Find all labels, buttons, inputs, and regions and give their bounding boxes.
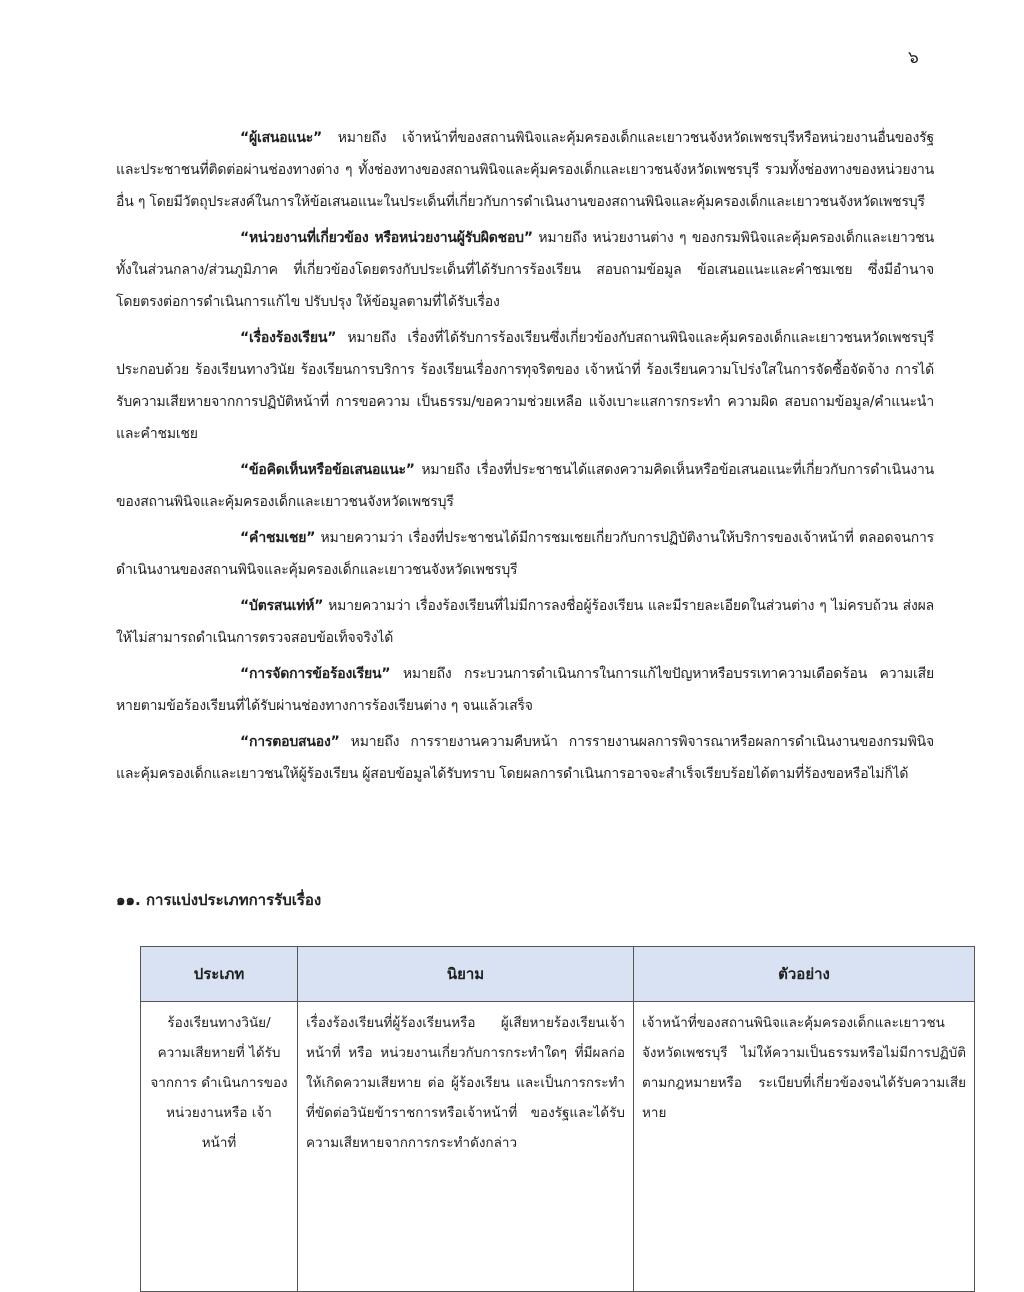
type-cell: ร้องเรียนทางวินัย/ ความเสียหายที่ ได้รับจากการ ดำเนินการของ หน่วยงานหรือ เจ้าหน้าที่ <box>141 1002 298 1292</box>
definition-paragraph <box>116 726 934 790</box>
column-header-definition: นิยาม <box>298 947 634 1002</box>
definition-term: “บัตรสนเท่ห์” <box>240 598 324 614</box>
definition-paragraph <box>116 590 934 654</box>
definition-text: หมายถึง เรื่องที่ได้รับการร้องเรียนซึ่งเกี่ยวข้องกับสถานพินิจและคุ้มครองเด็กและเยาวชนหวัดเพชรบุรี ประกอบด้วย ร้องเรียนทางวินัย ร้องเรียนการบริการ ร้องเรียนเรื่องการทุจริตของ เจ้าหน้าที่ ร้องเรียนความโปร่งใสในการจัดซื้อจัดจ้าง การได้รับความเสียหายจากการปฏิบัติหน้าที่ การขอความ เป็นธรรม/ขอความช่วยเหลือ แจ้งเบาะแสการกระทำ ความผิด สอบถามข้อมูล/คำแนะนำ และคำชมเชย <box>116 330 934 442</box>
definition-term: “ข้อคิดเห็นหรือข้อเสนอแนะ” <box>240 462 415 478</box>
example-cell: เจ้าหน้าที่ของสถานพินิจและคุ้มครองเด็กและเยาวชนจังหวัดเพชรบุรี ไม่ให้ความเป็นธรรมหรือไม่มีการปฏิบัติตามกฎหมายหรือ ระเบียบที่เกี่ยวข้องจนได้รับความเสียหาย <box>634 1002 975 1292</box>
definitions-section <box>116 122 934 794</box>
page-number: ๖ <box>908 48 919 68</box>
definition-paragraph <box>116 454 934 518</box>
definition-term: “คำชมเชย” <box>240 530 316 546</box>
definition-term: “การตอบสนอง” <box>240 734 340 750</box>
definition-paragraph <box>116 222 934 318</box>
definition-text: หมายถึง เจ้าหน้าที่ของสถานพินิจและคุ้มครองเด็กและเยาวชนจังหวัดเพชรบุรีหรือหน่วยงานอื่นของรัฐ และประชาชนที่ติดต่อผ่านช่องทางต่าง ๆ ทั้งช่องทางของสถานพินิจและคุ้มครองเด็กและเยาวชนจังหวัดเพชรบุรี รวมทั้งช่องทางของหน่วยงานอื่น ๆ โดยมีวัตถุประสงค์ในการให้ข้อเสนอแนะในประเด็นที่เกี่ยวกับการดำเนินงานของสถานพินิจและคุ้มครองเด็กและเยาวชนจังหวัดเพชรบุรี <box>116 130 934 210</box>
definition-term: “เรื่องร้องเรียน” <box>240 330 337 346</box>
definition-text: หมายความว่า เรื่องร้องเรียนที่ไม่มีการลงชื่อผู้ร้องเรียน และมีรายละเอียดในส่วนต่าง ๆ ไม่ครบถ้วน ส่งผลให้ไม่สามารถดำเนินการตรวจสอบข้อเท็จจริงได้ <box>116 598 934 646</box>
definition-term: “ผู้เสนอแนะ” <box>240 130 323 146</box>
definition-text: หมายถึง กระบวนการดำเนินการในการแก้ไขปัญหาหรือบรรเทาความเดือดร้อน ความเสียหายตามข้อร้องเรียนที่ได้รับผ่านช่องทางการร้องเรียนต่าง ๆ จนแล้วเสร็จ <box>116 666 934 714</box>
definition-text: หมายถึง หน่วยงานต่าง ๆ ของกรมพินิจและคุ้มครองเด็กและเยาวชน ทั้งในส่วนกลาง/ส่วนภูมิภาค ที่เกี่ยวข้องโดยตรงกับประเด็นที่ได้รับการร้องเรียน สอบถามข้อมูล ข้อเสนอแนะและคำชมเชย ซึ่งมีอำนาจโดยตรงต่อการดำเนินการแก้ไข ปรับปรุง ให้ข้อมูลตามที่ได้รับเรื่อง <box>116 230 934 310</box>
complaint-types-table <box>140 946 975 1292</box>
column-header-example: ตัวอย่าง <box>634 947 975 1002</box>
definition-paragraph <box>116 522 934 586</box>
definition-paragraph <box>116 122 934 218</box>
definition-paragraph <box>116 322 934 450</box>
definition-cell: เรื่องร้องเรียนที่ผู้ร้องเรียนหรือ ผู้เสียหายร้องเรียนเจ้าหน้าที่ หรือ หน่วยงานเกี่ยวกับการกระทำใดๆ ที่มีผลก่อให้เกิดความเสียหาย ต่อ ผู้ร้องเรียน และเป็นการกระทำที่ขัดต่อวินัยข้าราชการหรือเจ้าหน้าที่ ของรัฐและได้รับความเสียหายจากการกระทำดังกล่าว <box>298 1002 634 1292</box>
definition-term: “การจัดการข้อร้องเรียน” <box>240 666 391 682</box>
table-header-row <box>141 947 975 1002</box>
section-heading: ๑๑. การแบ่งประเภทการรับเรื่อง <box>116 891 322 909</box>
definition-text: หมายถึง เรื่องที่ประชาชนได้แสดงความคิดเห็นหรือข้อเสนอแนะที่เกี่ยวกับการดำเนินงานของสถานพินิจและคุ้มครองเด็กและเยาวชนจังหวัดเพชรบุรี <box>116 462 934 510</box>
definition-text: หมายความว่า เรื่องที่ประชาชนได้มีการชมเชยเกี่ยวกับการปฏิบัติงานให้บริการของเจ้าหน้าที่ ตลอดจนการดำเนินงานของสถานพินิจและคุ้มครองเด็กและเยาวชนจังหวัดเพชรบุรี <box>116 530 934 578</box>
column-header-type: ประเภท <box>141 947 298 1002</box>
definition-text: หมายถึง การรายงานความคืบหน้า การรายงานผลการพิจารณาหรือผลการดำเนินงานของกรมพินิจและคุ้มครองเด็กและเยาวชนให้ผู้ร้องเรียน ผู้สอบข้อมูลได้รับทราบ โดยผลการดำเนินการอาจจะสำเร็จเรียบร้อยได้ตามที่ร้องขอหรือไม่ก็ได้ <box>116 734 934 782</box>
definition-term: “หน่วยงานที่เกี่ยวข้อง หรือหน่วยงานผู้รับผิดชอบ” <box>240 230 533 246</box>
definition-paragraph <box>116 658 934 722</box>
table-row <box>141 1002 975 1292</box>
